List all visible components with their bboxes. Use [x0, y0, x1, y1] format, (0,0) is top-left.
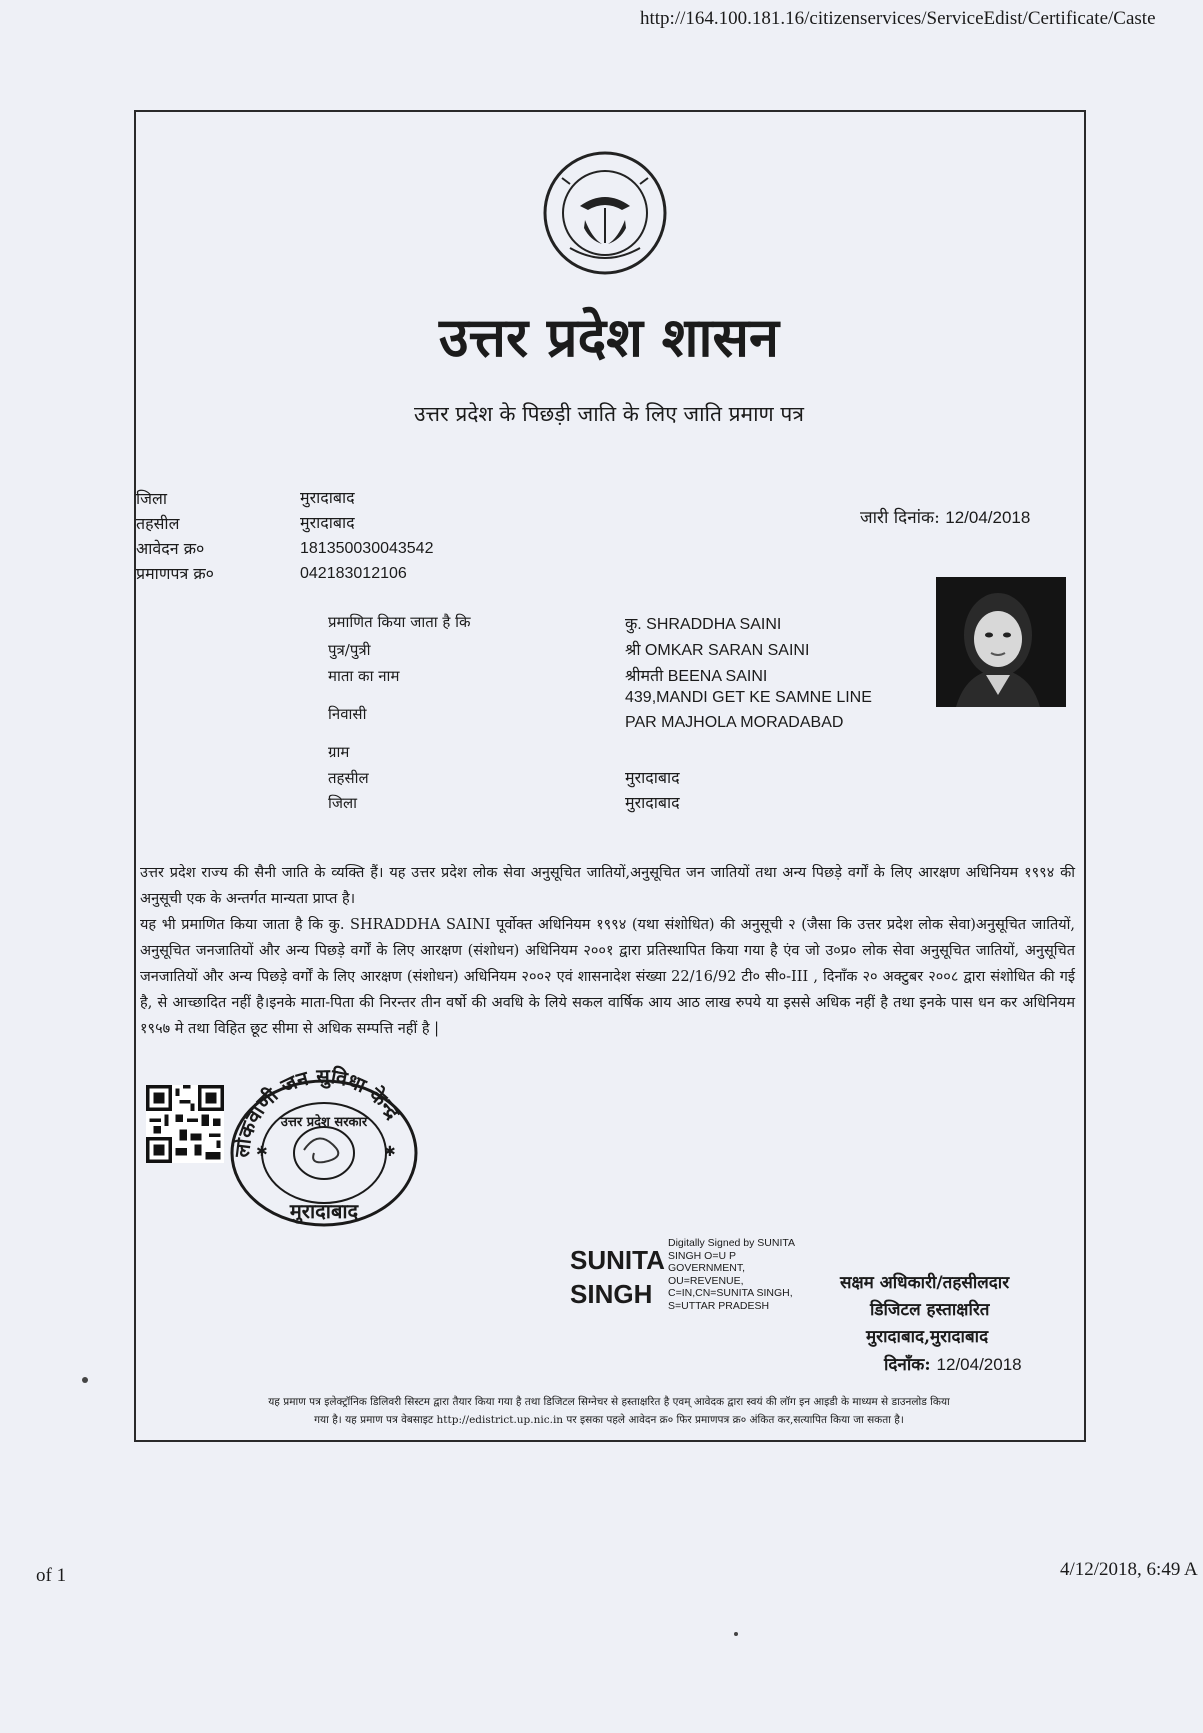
resident-address-line1: 439,MANDI GET KE SAMNE LINE	[625, 689, 872, 706]
digital-signature-details	[668, 1237, 818, 1312]
up-government-emblem	[540, 148, 670, 278]
officer-date	[840, 1351, 1060, 1379]
stamp-bottom-text: मुरादाबाद	[289, 1199, 359, 1223]
certificate-no-value: 042183012106	[300, 565, 407, 582]
issue-date-value: 12/04/2018	[945, 508, 1031, 527]
officer-digital-signed: डिजिटल हस्ताक्षरित	[870, 1300, 990, 1320]
tehsil-label-2: तहसील	[328, 769, 369, 787]
mother-label: माता का नाम	[328, 667, 400, 685]
digital-signature-name	[570, 1243, 665, 1311]
signature-name-line2: SINGH	[570, 1279, 653, 1309]
district-label-2: जिला	[328, 794, 358, 812]
certified-label: प्रमाणित किया जाता है कि	[328, 613, 471, 631]
svg-text:✱: ✱	[384, 1144, 396, 1160]
page-count: of 1	[36, 1565, 67, 1586]
signature-name-line1: SUNITA	[570, 1245, 665, 1275]
footer-note	[140, 1393, 1078, 1429]
body-paragraph-1: उत्तर प्रदेश राज्य की सैनी जाति के व्यक्ति हैं। यह उत्तर प्रदेश लोक सेवा अनुसूचित जातियों,अनुसूचित जन जातियों तथा अन्य पिछड़े वर्गों के लिए आरक्षण अधिनियम १९९४ की अनुसूची एक के अन्तर्गत मान्यता प्राप्त है।	[140, 865, 1075, 907]
officer-designation: सक्षम अधिकारी/तहसीलदार	[840, 1273, 1010, 1293]
resident-label: निवासी	[328, 705, 367, 723]
certificate-no-label: प्रमाणपत्र क्र०	[136, 564, 214, 583]
applicant-name: कु. SHRADDHA SAINI	[625, 616, 782, 633]
signature-detail-line: OU=REVENUE,	[668, 1274, 744, 1287]
browser-url: http://164.100.181.16/citizenservices/ServiceEdist/Certificate/Caste	[640, 8, 1156, 29]
page-title: उत्तर प्रदेश शासन	[439, 305, 779, 369]
parent-name: श्री OMKAR SARAN SAINI	[625, 642, 810, 659]
district-label: जिला	[136, 489, 168, 508]
stamp-outer-text: लोकवाणी जन सुविधा केन्द्र	[229, 1063, 406, 1159]
footer-line1: यह प्रमाण पत्र इलेक्ट्रॉनिक डिलिवरी सिस्टम द्वारा तैयार किया गया है तथा डिजिटल सिग्नेचर से हस्ताक्षरित है एवम् आवेदक द्वारा स्वयं की लॉग इन आइडी के माध्यम से डाउनलोड किया	[268, 1396, 950, 1408]
village-label: ग्राम	[328, 743, 350, 761]
application-no-label: आवेदन क्र०	[136, 539, 205, 558]
officer-block	[840, 1270, 1060, 1379]
officer-date-label: दिनाँक:	[884, 1355, 931, 1375]
certificate-subtitle: उत्तर प्रदेश के पिछड़ी जाति के लिए जाति प्रमाण पत्र	[414, 402, 804, 426]
issue-date	[860, 505, 1030, 528]
signature-detail-line: GOVERNMENT,	[668, 1262, 746, 1274]
resident-address-line2: PAR MAJHOLA MORADABAD	[625, 714, 844, 731]
signature-detail-line: Digitally Signed by SUNITA	[668, 1237, 796, 1249]
signature-detail-line: S=UTTAR PRADESH	[668, 1299, 770, 1312]
district-value-2: मुरादाबाद	[625, 795, 680, 812]
officer-date-value: 12/04/2018	[936, 1355, 1022, 1374]
body-paragraph-2: यह भी प्रमाणित किया जाता है कि कु. SHRADDHA SAINI पूर्वोक्त अधिनियम १९९४ (यथा संशोधित) की अनुसूची २ (जैसा कि उत्तर प्रदेश लोक सेवा)अनुसूचित जातियों, अनुसूचित जनजातियों और अन्य पिछड़े वर्गों के लिए आरक्षण (संशोधन) अधिनियम २००१ द्वारा प्रतिस्थापित किया गया है एंव जो उ०प्र० लोक सेवा अनुसूचित जातियों, अनुसूचित जनजातियों और अन्य पिछड़े वर्गों के लिए आरक्षण (संशोधन) अधिनियम २००२ एवं शासनादेश संख्या 22/16/92 टी० सी०-III , दिनाँक २० अक्टुबर २००८ द्वारा संशोधित की गई है, से आच्छादित नहीं है।इनके माता-पिता की निरन्तर तीन वर्षो की अवधि के लिये सकल वार्षिक आय आठ लाख रुपये या इससे अधिक नहीं है तथा इनके पास धन कर अधिनियम १९५७ मे तथा विहित छूट सीमा से अधिक सम्पत्ति नहीं है |	[140, 917, 1075, 1037]
certificate-body	[140, 860, 1075, 1042]
qr-code-icon	[146, 1085, 224, 1163]
office-stamp	[224, 1058, 424, 1228]
officer-location: मुरादाबाद,मुरादाबाद	[866, 1327, 989, 1347]
footer-line2: गया है। यह प्रमाण पत्र वेबसाइट http://edistrict.up.nic.in पर इसका पहले आवेदन क्र० फिर प्रमाणपत्र क्र० अंकित कर,सत्यापित किया जा सकता है।	[314, 1414, 904, 1426]
scan-speck	[82, 1377, 88, 1383]
district-value: मुरादाबाद	[300, 490, 355, 507]
svg-text:✱: ✱	[256, 1144, 268, 1160]
stamp-inner-text: उत्तर प्रदेश सरकार	[280, 1115, 368, 1130]
parent-label: पुत्र/पुत्री	[328, 641, 371, 659]
tehsil-value: मुरादाबाद	[300, 515, 355, 532]
meta-values	[300, 486, 520, 586]
applicant-photo	[936, 577, 1066, 707]
print-timestamp: 4/12/2018, 6:49 A	[1060, 1559, 1198, 1580]
meta-labels	[136, 486, 276, 586]
application-no-value: 181350030043542	[300, 540, 434, 557]
issue-date-label: जारी दिनांक:	[860, 508, 940, 528]
tehsil-value-2: मुरादाबाद	[625, 770, 680, 787]
signature-detail-line: SINGH O=U P	[668, 1249, 736, 1262]
mother-name: श्रीमती BEENA SAINI	[625, 668, 768, 685]
signature-detail-line: C=IN,CN=SUNITA SINGH,	[668, 1287, 793, 1299]
scan-speck	[734, 1632, 738, 1636]
tehsil-label: तहसील	[136, 514, 180, 533]
